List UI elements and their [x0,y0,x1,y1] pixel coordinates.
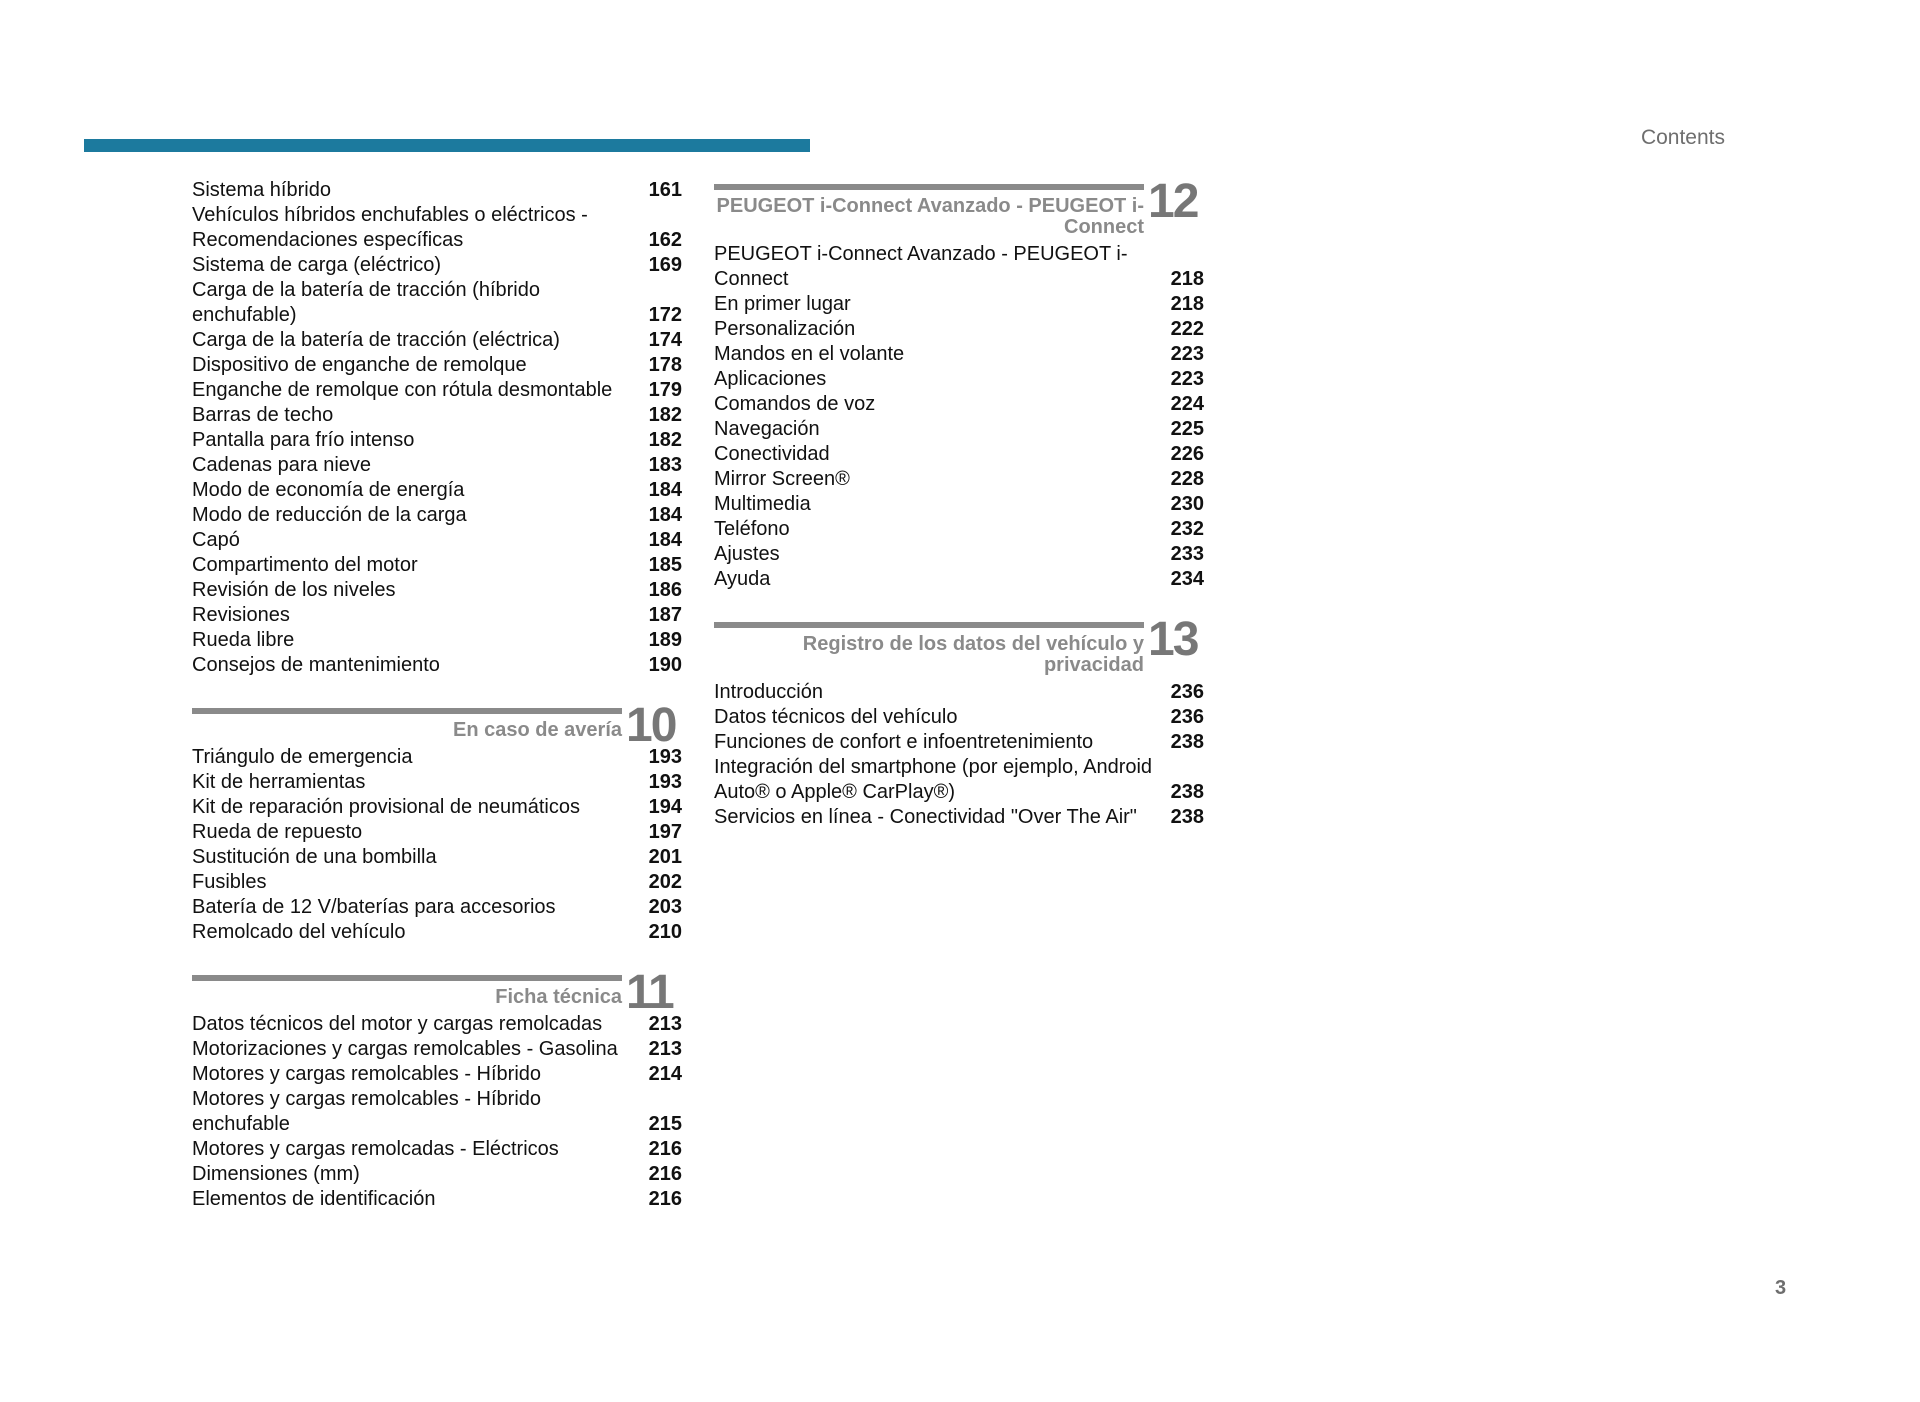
toc-entry-title: Sustitución de una bombilla [192,846,437,868]
toc-entry-page: 216 [648,1188,682,1210]
toc-entry[interactable] [192,353,682,378]
toc-entry-title: Rueda de repuesto [192,821,363,843]
toc-entry-page: 162 [648,229,682,251]
toc-entry[interactable] [192,453,682,478]
toc-entry-title: Carga de la batería de tracción (eléctrica) [192,329,560,351]
section-header [714,175,1204,238]
toc-entry-title: Dimensiones (mm) [192,1163,360,1185]
toc-entry-page: 189 [648,629,682,651]
toc-entry[interactable] [192,895,682,920]
toc-entry-title: Teléfono [714,518,790,540]
toc-right-column [714,175,1204,830]
toc-entry-page: 238 [1170,806,1204,828]
section-entries [714,242,1204,592]
toc-entry[interactable] [192,278,682,328]
section-number: 13 [1148,613,1198,666]
toc-left-column [192,178,682,1212]
toc-entry-title: Remolcado del vehículo [192,921,406,943]
toc-entry-page: 216 [648,1138,682,1160]
toc-entry[interactable] [192,378,682,403]
toc-entry[interactable] [192,1012,682,1037]
toc-entry-title: Modo de economía de energía [192,479,465,501]
toc-entry-title: PEUGEOT i-Connect Avanzado - PEUGEOT i-Connect [714,243,1128,290]
section-entries [192,1012,682,1212]
toc-entry-page: 214 [648,1063,682,1085]
toc-entry-title: Dispositivo de enganche de remolque [192,354,527,376]
toc-section-10 [192,699,682,945]
toc-entry-page: 203 [648,896,682,918]
toc-entry-title: Integración del smartphone (por ejemplo, Android Auto® o Apple® CarPlay®) [714,756,1153,803]
toc-entry-title: Consejos de mantenimiento [192,654,440,676]
toc-entry-title: Conectividad [714,443,830,465]
toc-entry[interactable] [192,795,682,820]
toc-entry-page: 218 [1170,293,1204,315]
toc-entry-page: 223 [1170,343,1204,365]
toc-entry-page: 213 [648,1038,682,1060]
toc-entry-page: 238 [1170,731,1204,753]
toc-entry[interactable] [714,417,1204,442]
toc-entry-page: 226 [1170,443,1204,465]
toc-entry-title: Navegación [714,418,820,440]
toc-entry-page: 186 [648,579,682,601]
toc-entry[interactable] [192,1187,682,1212]
toc-entry-title: Rueda libre [192,629,295,651]
toc-entry-title: Ajustes [714,543,780,565]
toc-entry[interactable] [714,367,1204,392]
toc-entry-page: 236 [1170,681,1204,703]
toc-entry-title: Revisión de los niveles [192,579,396,601]
section-title: Registro de los datos del vehículo y privacidad [802,633,1144,676]
toc-entry[interactable] [714,567,1204,592]
toc-entry[interactable] [192,1137,682,1162]
toc-entry[interactable] [192,253,682,278]
toc-entry[interactable] [192,653,682,678]
toc-entry-page: 193 [648,746,682,768]
toc-entry-page: 174 [648,329,682,351]
toc-entry[interactable] [192,1037,682,1062]
section-entries [192,745,682,945]
page-number: 3 [1775,1277,1787,1299]
toc-entry-title: Enganche de remolque con rótula desmontable [192,379,613,401]
toc-entry-page: 184 [648,504,682,526]
toc-entry-page: 223 [1170,368,1204,390]
section-divider [192,975,622,981]
toc-section-11 [192,966,682,1212]
toc-entry[interactable] [714,342,1204,367]
toc-entry-title: Sistema de carga (eléctrico) [192,254,441,276]
toc-section-12 [714,175,1204,592]
toc-entry-title: Motores y cargas remolcadas - Eléctricos [192,1138,559,1160]
toc-entry[interactable] [192,578,682,603]
toc-entry-title: Modo de reducción de la carga [192,504,467,526]
header-accent-bar [84,139,810,152]
toc-entry-title: Mandos en el volante [714,343,905,365]
toc-entry[interactable] [192,428,682,453]
toc-entry[interactable] [192,845,682,870]
toc-entry[interactable] [714,467,1204,492]
toc-entry-page: 230 [1170,493,1204,515]
toc-entry[interactable] [192,870,682,895]
toc-entry[interactable] [192,1087,682,1137]
toc-entry-title: Motores y cargas remolcables - Híbrido enchufable [192,1088,542,1135]
toc-entry[interactable] [714,705,1204,730]
toc-entry-page: 233 [1170,543,1204,565]
toc-entry-page: 169 [648,254,682,276]
toc-entry[interactable] [192,1162,682,1187]
toc-entry[interactable] [714,542,1204,567]
toc-entry-page: 228 [1170,468,1204,490]
toc-entry[interactable] [192,203,682,253]
toc-entry[interactable] [192,920,682,945]
section-divider [192,708,622,714]
toc-entry[interactable] [714,730,1204,755]
section-title: PEUGEOT i-Connect Avanzado - PEUGEOT i-Connect [716,195,1144,238]
toc-entry-title: Triángulo de emergencia [192,746,413,768]
toc-entry[interactable] [714,242,1204,292]
toc-entry-page: 184 [648,479,682,501]
toc-entry-title: En primer lugar [714,293,851,315]
toc-entry-title: Capó [192,529,240,551]
section-title: En caso de avería [453,719,622,741]
toc-entry-page: 179 [648,379,682,401]
toc-entry-title: Datos técnicos del vehículo [714,706,958,728]
section-number: 12 [1148,175,1198,228]
toc-entry[interactable] [714,805,1204,830]
toc-entry-page: 183 [648,454,682,476]
toc-entry-page: 187 [648,604,682,626]
toc-entry[interactable] [192,478,682,503]
toc-entry-page: 225 [1170,418,1204,440]
toc-entry[interactable] [192,820,682,845]
toc-entry-page: 213 [648,1013,682,1035]
toc-entry-title: Vehículos híbridos enchufables o eléctricos - Recomendaciones específicas [192,204,588,251]
toc-entry-page: 216 [648,1163,682,1185]
toc-entry-page: 201 [648,846,682,868]
toc-entry-title: Pantalla para frío intenso [192,429,415,451]
toc-entry-title: Comandos de voz [714,393,876,415]
section-entries [714,680,1204,830]
toc-entry[interactable] [192,628,682,653]
toc-entry-page: 222 [1170,318,1204,340]
toc-entry-title: Cadenas para nieve [192,454,372,476]
toc-entry-title: Funciones de confort e infoentretenimiento [714,731,1094,753]
toc-entry-page: 184 [648,529,682,551]
toc-entry[interactable] [192,553,682,578]
section-number: 10 [626,699,676,752]
toc-entry-page: 185 [648,554,682,576]
toc-entry-title: Sistema híbrido [192,179,331,201]
toc-entry[interactable] [192,745,682,770]
toc-entry[interactable] [192,503,682,528]
toc-entry[interactable] [714,492,1204,517]
toc-entry-title: Motores y cargas remolcables - Híbrido [192,1063,542,1085]
toc-entry[interactable] [192,328,682,353]
toc-entry[interactable] [192,528,682,553]
toc-entry-page: 178 [648,354,682,376]
toc-entry-page: 190 [648,654,682,676]
toc-entry-page: 161 [648,179,682,201]
section-number: 11 [626,966,673,1019]
page-header-title: Contents [1640,126,1725,149]
toc-entry-title: Elementos de identificación [192,1188,436,1210]
toc-entry-title: Kit de reparación provisional de neumáticos [192,796,580,818]
toc-entry-page: 202 [648,871,682,893]
toc-entry-page: 182 [648,429,682,451]
toc-entry-page: 238 [1170,781,1204,803]
toc-entry[interactable] [714,517,1204,542]
toc-entry[interactable] [192,403,682,428]
section-header [714,613,1204,676]
toc-entry-title: Aplicaciones [714,368,827,390]
toc-entry-title: Revisiones [192,604,290,626]
toc-entry-page: 232 [1170,518,1204,540]
toc-entry-title: Motorizaciones y cargas remolcables - Gasolina [192,1038,618,1060]
toc-entry-page: 234 [1170,568,1204,590]
toc-section-13 [714,613,1204,830]
toc-entry[interactable] [714,292,1204,317]
toc-entry[interactable] [714,317,1204,342]
section-divider [714,184,1144,190]
toc-entry[interactable] [192,603,682,628]
toc-entry-title: Mirror Screen® [714,468,850,490]
toc-entry-title: Servicios en línea - Conectividad "Over The Air" [714,806,1137,828]
toc-entry-title: Kit de herramientas [192,771,366,793]
toc-entry-page: 193 [648,771,682,793]
toc-entry-page: 210 [648,921,682,943]
toc-entry-page: 236 [1170,706,1204,728]
toc-entry-page: 172 [648,304,682,326]
toc-entry-page: 218 [1170,268,1204,290]
toc-entry-page: 197 [648,821,682,843]
toc-entry[interactable] [714,392,1204,417]
toc-intro-list [192,178,682,678]
toc-entry[interactable] [192,1062,682,1087]
toc-entry-title: Fusibles [192,871,267,893]
toc-entry-page: 215 [648,1113,682,1135]
toc-entry-title: Compartimento del motor [192,554,418,576]
section-header [192,966,682,1019]
toc-entry[interactable] [192,770,682,795]
toc-entry-title: Carga de la batería de tracción (híbrido enchufable) [192,279,540,326]
section-divider [714,622,1144,628]
section-header [192,699,682,752]
toc-entry[interactable] [714,442,1204,467]
toc-entry-page: 224 [1170,393,1204,415]
toc-entry-title: Batería de 12 V/baterías para accesorios [192,896,556,918]
toc-entry-title: Multimedia [714,493,811,515]
toc-entry-title: Barras de techo [192,404,334,426]
toc-entry[interactable] [192,178,682,203]
toc-entry-page: 182 [648,404,682,426]
toc-entry[interactable] [714,755,1204,805]
toc-entry[interactable] [714,680,1204,705]
toc-entry-title: Datos técnicos del motor y cargas remolcadas [192,1013,603,1035]
toc-entry-title: Ayuda [714,568,771,590]
section-title: Ficha técnica [495,986,622,1008]
toc-entry-title: Personalización [714,318,856,340]
toc-entry-page: 194 [648,796,682,818]
toc-entry-title: Introducción [714,681,823,703]
